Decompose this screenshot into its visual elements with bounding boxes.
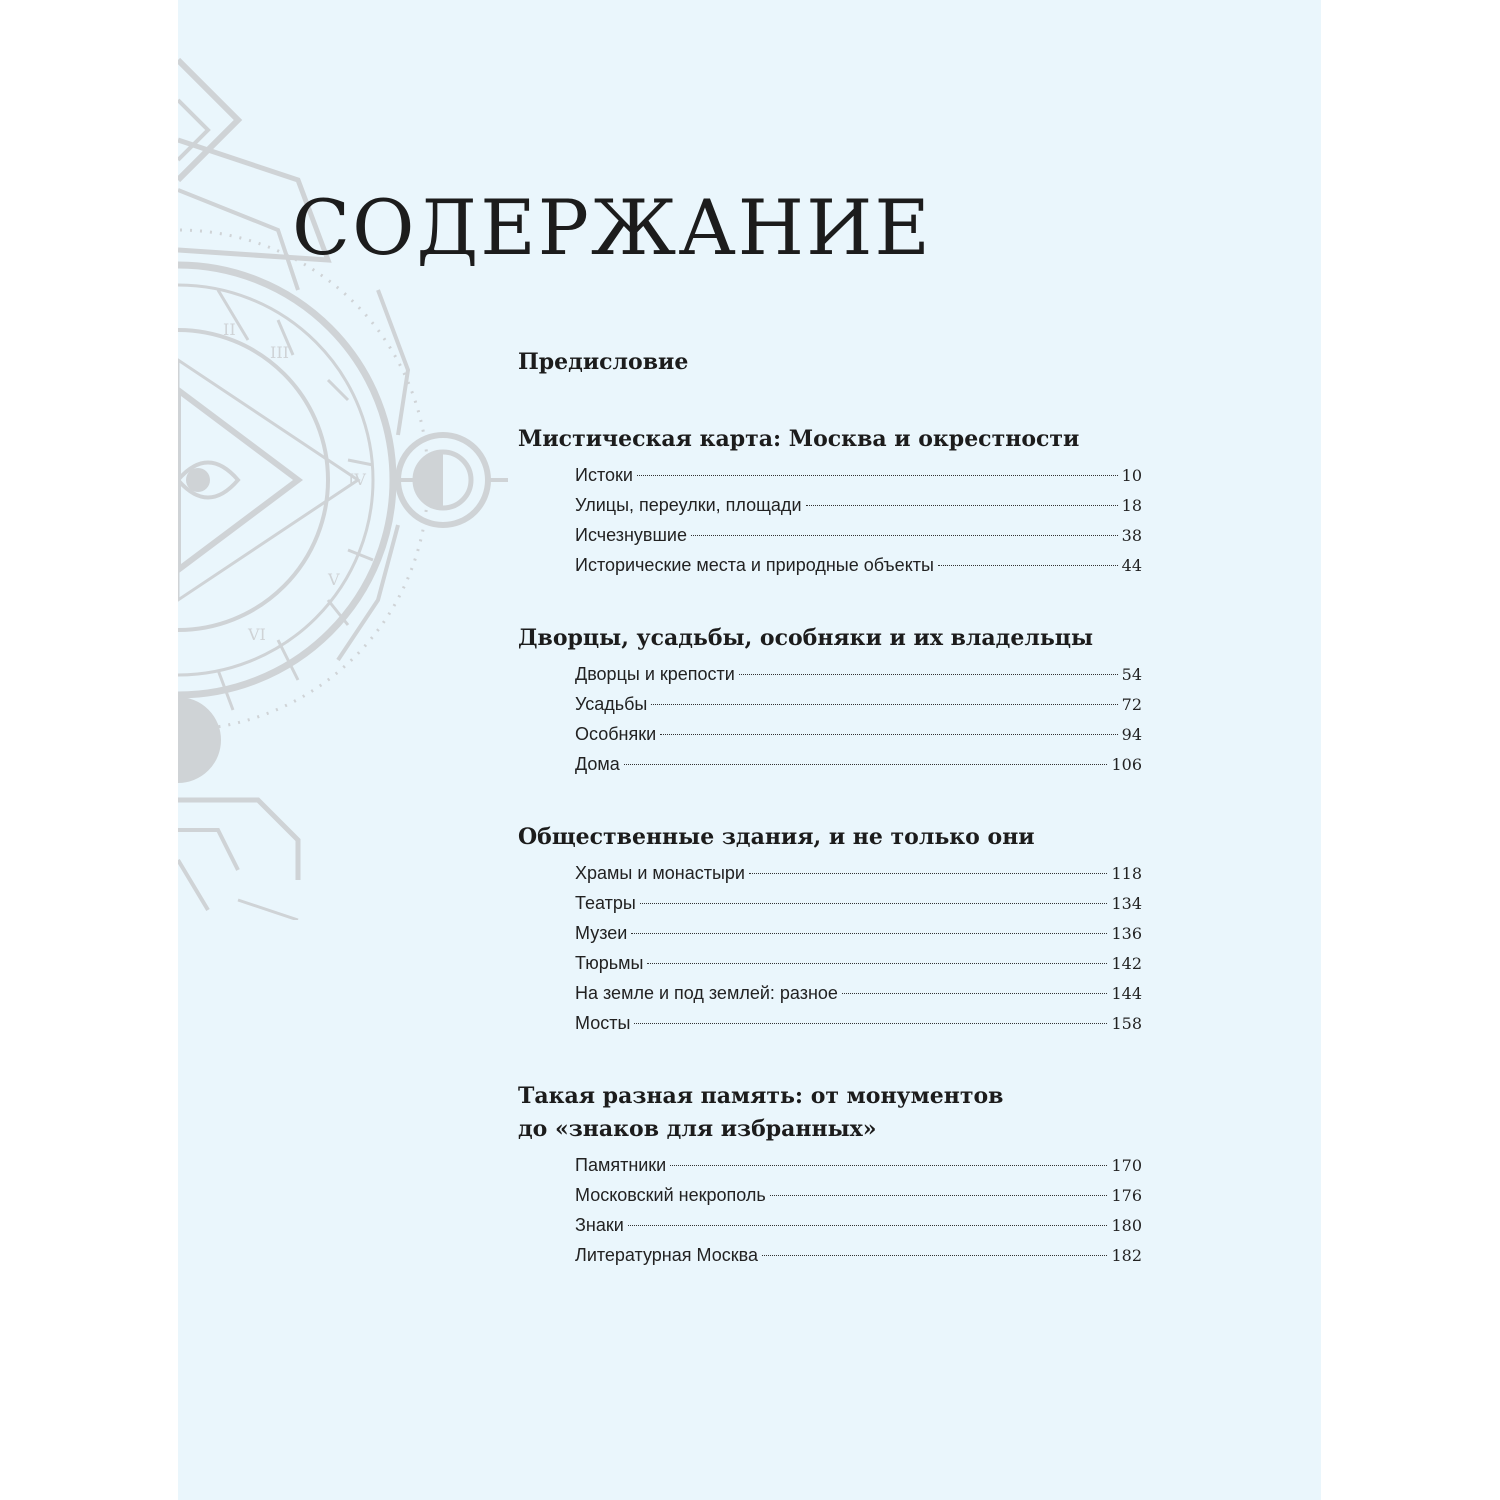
toc-entry[interactable] — [575, 689, 1142, 719]
toc-entry[interactable] — [575, 460, 1142, 490]
toc-entry-page: 142 — [1111, 954, 1142, 973]
toc-entry-label: Исторические места и природные объекты — [575, 555, 934, 575]
toc-entry-page: 10 — [1121, 466, 1142, 485]
toc-entry-label: Тюрьмы — [575, 953, 644, 973]
toc-section — [518, 821, 1142, 1038]
dot-leader — [938, 565, 1118, 566]
dot-leader — [640, 903, 1108, 904]
toc-entry[interactable] — [575, 490, 1142, 520]
toc-entry-label: Улицы, переулки, площади — [575, 495, 802, 515]
toc-entry[interactable] — [575, 858, 1142, 888]
toc-entry-page: 158 — [1111, 1014, 1142, 1033]
toc-entry[interactable] — [575, 659, 1142, 689]
toc-entry[interactable] — [575, 978, 1142, 1008]
toc-section — [518, 423, 1142, 580]
book-page — [178, 0, 1321, 1500]
toc-entry[interactable] — [575, 1180, 1142, 1210]
toc-entry-label: Истоки — [575, 465, 633, 485]
toc-section-title[interactable]: Предисловие — [518, 349, 689, 375]
toc-entry-page: 180 — [1111, 1216, 1142, 1235]
dot-leader — [660, 734, 1118, 735]
toc-entry-page: 176 — [1111, 1186, 1142, 1205]
toc-entry[interactable] — [575, 1150, 1142, 1180]
toc-section — [518, 1080, 1142, 1270]
mystic-clock-eye-icon — [178, 40, 508, 920]
toc-entry-page: 72 — [1121, 695, 1142, 714]
toc-section-preface — [518, 346, 1142, 379]
toc-entry-label: Мосты — [575, 1013, 631, 1033]
toc-section-title[interactable]: Дворцы, усадьбы, особняки и их владельцы — [518, 625, 1094, 651]
toc-entry[interactable] — [575, 1008, 1142, 1038]
toc-entry[interactable] — [575, 888, 1142, 918]
toc-entry-label: Особняки — [575, 724, 657, 744]
dot-leader — [842, 993, 1108, 994]
toc-entry[interactable] — [575, 1210, 1142, 1240]
toc-section-title[interactable]: до «знаков для избранных» — [518, 1116, 877, 1142]
ornament-numeral: V — [328, 570, 340, 589]
page-title: СОДЕРЖАНИЕ — [292, 183, 932, 272]
toc-entry[interactable] — [575, 520, 1142, 550]
dot-leader — [651, 704, 1117, 705]
toc-section-title[interactable]: Общественные здания, и не только они — [518, 824, 1035, 850]
toc-entry-label: На земле и под землей: разное — [575, 983, 838, 1003]
toc-entry-label: Дома — [575, 754, 620, 774]
toc-entry-page: 106 — [1111, 755, 1142, 774]
toc-entry-page: 18 — [1121, 496, 1142, 515]
toc-entry-label: Дворцы и крепости — [575, 664, 735, 684]
toc-entry[interactable] — [575, 550, 1142, 580]
toc-entry-page: 94 — [1121, 725, 1142, 744]
dot-leader — [770, 1195, 1108, 1196]
dot-leader — [634, 1023, 1107, 1024]
toc-entry[interactable] — [575, 719, 1142, 749]
ornament-numeral: VI — [248, 625, 266, 644]
dot-leader — [739, 674, 1118, 675]
toc-entry-label: Литературная Москва — [575, 1245, 758, 1265]
toc-entry-label: Храмы и монастыри — [575, 863, 745, 883]
dot-leader — [691, 535, 1118, 536]
toc-entry-label: Театры — [575, 893, 636, 913]
dot-leader — [749, 873, 1107, 874]
toc-entry-page: 118 — [1111, 864, 1142, 883]
toc-entry-page: 38 — [1121, 526, 1142, 545]
toc-entry-page: 170 — [1111, 1156, 1142, 1175]
dot-leader — [624, 764, 1108, 765]
dot-leader — [647, 963, 1107, 964]
dot-leader — [762, 1255, 1108, 1256]
toc-entry-label: Музеи — [575, 923, 628, 943]
toc-section — [518, 622, 1142, 779]
dot-leader — [806, 505, 1118, 506]
toc-entry-page: 144 — [1111, 984, 1142, 1003]
toc-entry-page: 44 — [1121, 556, 1142, 575]
toc-entry-label: Усадьбы — [575, 694, 648, 714]
toc-entry-label: Знаки — [575, 1215, 624, 1235]
ornament-numeral: IV — [348, 470, 366, 489]
table-of-contents — [518, 346, 1142, 1270]
toc-entry-label: Памятники — [575, 1155, 667, 1175]
toc-entry-page: 182 — [1111, 1246, 1142, 1265]
dot-leader — [631, 933, 1107, 934]
toc-section-title[interactable]: Мистическая карта: Москва и окрестности — [518, 426, 1080, 452]
toc-entry-label: Исчезнувшие — [575, 525, 687, 545]
toc-section-title[interactable]: Такая разная память: от монументов — [518, 1083, 1004, 1109]
toc-entry-label: Московский некрополь — [575, 1185, 766, 1205]
toc-entry-page: 136 — [1111, 924, 1142, 943]
ornament-numeral: III — [270, 343, 289, 362]
dot-leader — [628, 1225, 1108, 1226]
toc-entry[interactable] — [575, 948, 1142, 978]
toc-entry-page: 54 — [1121, 665, 1142, 684]
toc-entry[interactable] — [575, 749, 1142, 779]
toc-entry[interactable] — [575, 918, 1142, 948]
ornament-numeral: II — [223, 320, 236, 339]
dot-leader — [637, 475, 1118, 476]
toc-entry-page: 134 — [1111, 894, 1142, 913]
toc-entry[interactable] — [575, 1240, 1142, 1270]
dot-leader — [670, 1165, 1107, 1166]
